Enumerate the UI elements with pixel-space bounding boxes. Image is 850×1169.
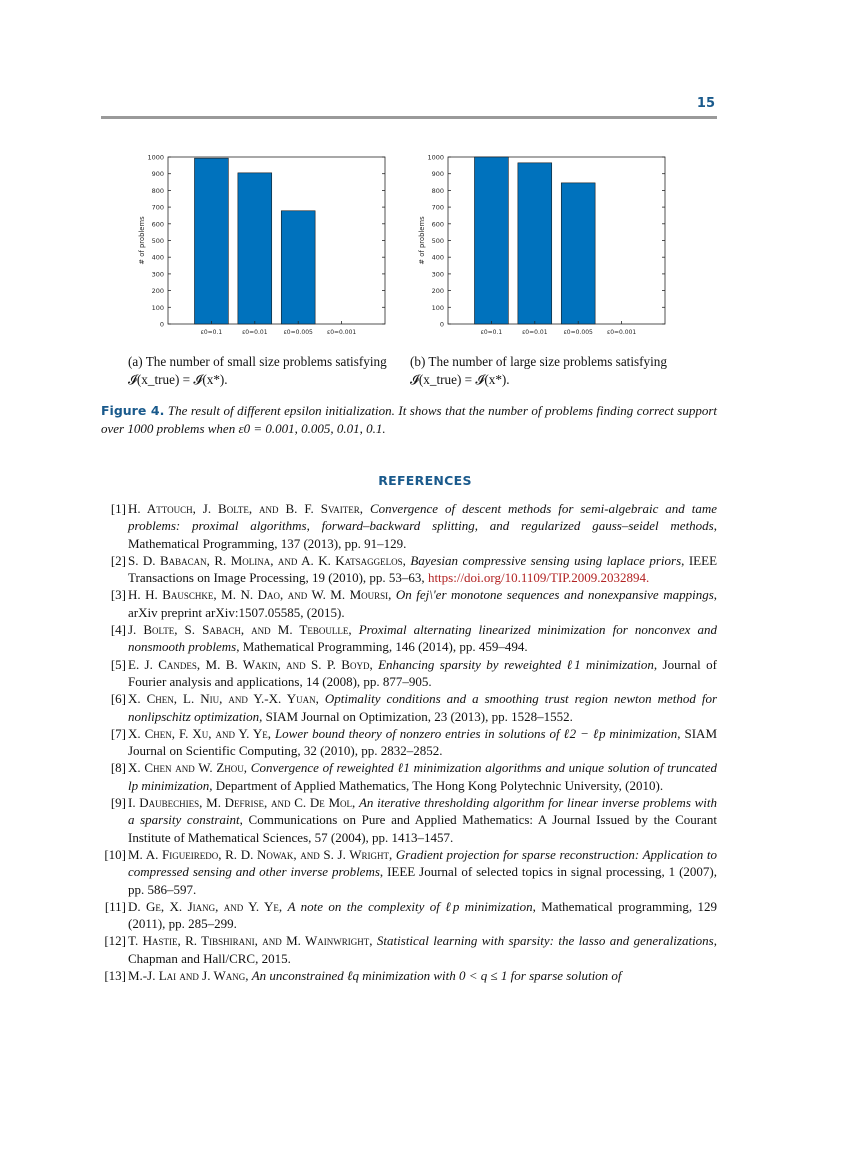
reference-item (101, 500, 717, 552)
reference-details: , Chapman and Hall/CRC, 2015. (128, 933, 717, 966)
x-tick-label: ε0=0.1 (480, 329, 503, 336)
reference-authors: X. Chen, L. Niu, and Y.-X. Yuan, (128, 691, 319, 707)
reference-item (101, 725, 717, 760)
reference-item (101, 552, 717, 587)
reference-number: [12] (104, 933, 126, 949)
reference-title: Proximal alternating linearized minimization for nonconvex and nonsmooth problems (128, 622, 718, 655)
y-tick-label: 400 (431, 253, 444, 262)
references-list (101, 500, 717, 984)
y-tick-label: 200 (431, 287, 444, 296)
y-tick-label: 200 (151, 287, 164, 296)
reference-number: [9] (110, 795, 126, 811)
x-tick-label: ε0=0.005 (563, 329, 593, 336)
y-tick-label: 300 (151, 270, 164, 279)
bar (518, 163, 552, 324)
y-tick-label: 300 (431, 270, 444, 279)
reference-item (101, 932, 717, 967)
reference-title: Statistical learning with sparsity: the lasso and generalizations (376, 933, 714, 949)
bar (194, 158, 228, 324)
y-tick-label: 500 (431, 237, 444, 245)
reference-title: Optimality conditions and a smoothing trust region newton method for nonlipschitz optimization (128, 691, 718, 724)
reference-details: , IEEE Transactions on Image Processing, 19 (2010), pp. 53–63, (128, 552, 718, 586)
reference-authors: M.-J. Lai and J. Wang, (128, 968, 249, 984)
reference-number: [8] (110, 760, 126, 776)
reference-authors: H. H. Bauschke, M. N. Dao, and W. M. Moursi, (128, 587, 392, 603)
reference-details: , Mathematical programming, 129 (2011), pp. 285–299. (128, 898, 718, 932)
reference-item (101, 690, 717, 725)
reference-number: [11] (104, 898, 126, 914)
y-tick-label: 1000 (147, 153, 164, 162)
bar (281, 211, 315, 324)
reference-authors: D. Ge, X. Jiang, and Y. Ye, (128, 898, 283, 914)
reference-details: , Department of Applied Mathematics, The Hong Kong Polytechnic University, (2010). (209, 777, 664, 793)
reference-item (101, 621, 717, 656)
reference-number: [4] (110, 622, 126, 638)
reference-authors: T. Hastie, R. Tibshirani, and M. Wainwright, (128, 933, 373, 949)
reference-title: An unconstrained ℓq minimization with 0 < q ≤ 1 for sparse solution of (251, 968, 622, 984)
reference-item (101, 967, 717, 984)
reference-number: [3] (110, 587, 126, 603)
y-tick-label: 600 (431, 220, 444, 229)
chart-a-svg (130, 145, 410, 345)
reference-item (101, 656, 717, 691)
y-axis-label: # of problems (418, 216, 426, 265)
reference-details: , IEEE Journal of selected topics in signal processing, 1 (2007), pp. 586–597. (128, 864, 717, 897)
reference-title: An iterative thresholding algorithm for linear inverse problems with a sparsity constraint (128, 795, 717, 828)
reference-authors: X. Chen and W. Zhou, (128, 760, 248, 776)
y-tick-label: 0 (159, 320, 164, 329)
y-tick-label: 100 (151, 303, 164, 312)
reference-authors: S. D. Babacan, R. Molina, and A. K. Katsaggelos, (128, 552, 406, 568)
subcaption-a: (a) The number of small size problems satisfying 𝓘(x_true) = 𝓘(x*). (128, 354, 387, 387)
bar (238, 173, 272, 324)
reference-number: [2] (110, 552, 126, 568)
x-tick-label: ε0=0.1 (200, 329, 223, 336)
page-number: 15 (696, 96, 715, 111)
reference-details: , SIAM Journal on Optimization, 23 (2013), pp. 1528–1552. (259, 708, 573, 724)
reference-authors: I. Daubechies, M. Defrise, and C. De Mol, (128, 795, 356, 811)
reference-details: , Mathematical Programming, 137 (2013), pp. 91–129. (128, 518, 717, 551)
reference-authors: E. J. Candes, M. B. Wakin, and S. P. Boyd, (128, 656, 373, 672)
figure-caption-text: The result of different epsilon initialization. It shows that the number of problems finding correct support over 1000 problems when ε0 = 0.001, 0.005, 0.01, 0.1. (101, 403, 717, 436)
bar (474, 157, 508, 324)
y-tick-label: 800 (151, 186, 164, 195)
reference-item (101, 898, 717, 933)
y-tick-label: 0 (439, 320, 444, 329)
reference-authors: J. Bolte, S. Sabach, and M. Teboulle, (128, 622, 352, 638)
figure-caption (101, 402, 717, 438)
reference-details: , Mathematical Programming, 146 (2014), pp. 459–494. (236, 639, 528, 655)
y-tick-label: 900 (431, 170, 444, 179)
reference-details: , Journal of Fourier analysis and applications, 14 (2008), pp. 877–905. (128, 656, 717, 689)
reference-item (101, 794, 717, 846)
figure-label: Figure 4. (101, 403, 165, 418)
y-tick-label: 500 (151, 237, 164, 245)
reference-title: Bayesian compressive sensing using laplace priors (410, 552, 682, 568)
x-tick-label: ε0=0.005 (283, 329, 313, 336)
reference-details: , arXiv preprint arXiv:1507.05585, (2015). (128, 587, 718, 620)
x-tick-label: ε0=0.001 (326, 329, 357, 336)
reference-title: Enhancing sparsity by reweighted ℓ1 minimization (378, 656, 654, 672)
reference-details: , SIAM Journal on Scientific Computing, 32 (2010), pp. 2832–2852. (128, 725, 718, 759)
bar (561, 183, 595, 324)
chart-b-svg (410, 145, 690, 345)
references-heading: REFERENCES (378, 473, 472, 488)
y-tick-label: 700 (431, 203, 444, 212)
x-tick-label: ε0=0.001 (606, 329, 637, 336)
y-tick-label: 400 (151, 253, 164, 262)
reference-details: , Communications on Pure and Applied Mathematics: A Journal Issued by the Courant Institute of Mathematical Sciences, 57 (2004), pp. 1413–1457. (128, 812, 717, 845)
reference-title: Convergence of reweighted ℓ1 minimization algorithms and unique solution of truncated lp minimization (128, 760, 718, 793)
reference-authors: X. Chen, F. Xu, and Y. Ye, (128, 725, 271, 741)
y-tick-label: 900 (151, 170, 164, 179)
y-tick-label: 600 (151, 220, 164, 229)
y-axis-label: # of problems (138, 216, 146, 265)
reference-number: [1] (110, 501, 126, 516)
x-tick-label: ε0=0.01 (242, 329, 268, 336)
reference-number: [5] (110, 656, 126, 672)
reference-title: Gradient projection for sparse reconstruction: Application to compressed sensing and other inverse problems (128, 846, 718, 880)
header-rule (101, 116, 717, 119)
reference-item (101, 586, 717, 621)
reference-number: [7] (110, 725, 126, 741)
reference-item (101, 759, 717, 794)
reference-title: A note on the complexity of ℓp minimization (287, 898, 533, 914)
y-tick-label: 800 (431, 186, 444, 195)
y-tick-label: 700 (151, 203, 164, 212)
reference-item (101, 846, 717, 898)
y-tick-label: 1000 (427, 153, 444, 162)
reference-title: Convergence of descent methods for semi-algebraic and tame problems: proximal algorithms, forward–backward splitting, and regularized gauss–seidel methods (128, 501, 717, 534)
reference-link[interactable]: https://doi.org/10.1109/TIP.2009.2032894. (427, 570, 650, 586)
reference-number: [6] (110, 691, 126, 707)
reference-title: Lower bound theory of nonzero entries in solutions of ℓ2 − ℓp minimization (274, 725, 678, 741)
subcaption-b: (b) The number of large size problems satisfying 𝓘(x_true) = 𝓘(x*). (410, 354, 667, 387)
reference-authors: H. Attouch, J. Bolte, and B. F. Svaiter, (128, 501, 364, 516)
reference-authors: M. A. Figueiredo, R. D. Nowak, and S. J. Wright, (128, 846, 393, 862)
x-tick-label: ε0=0.01 (522, 329, 548, 336)
y-tick-label: 100 (431, 303, 444, 312)
chart-a (130, 145, 410, 350)
reference-title: On fej\'er monotone sequences and nonexpansive mappings (395, 587, 714, 603)
reference-number: [13] (104, 968, 126, 984)
chart-b (410, 145, 690, 350)
reference-number: [10] (104, 846, 126, 862)
